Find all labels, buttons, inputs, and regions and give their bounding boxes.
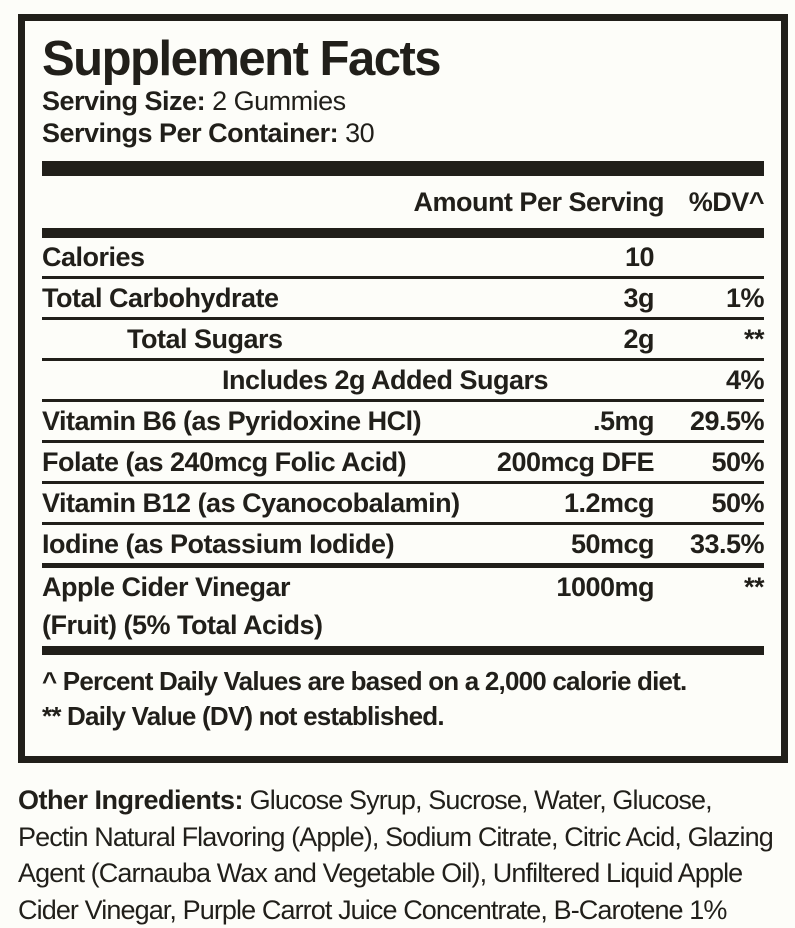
nutrient-row-total-carbohydrate [42,279,764,320]
nutrient-name: Apple Cider Vinegar [42,572,291,602]
nutrient-dv: 50% [711,447,764,477]
nutrient-name: Vitamin B12 (as Cyanocobalamin) [42,488,460,518]
nutrient-row-apple-cider-vinegar [42,568,764,644]
nutrient-name-line2: (Fruit) (5% Total Acids) [42,610,323,640]
divider-footnote [42,646,764,655]
nutrient-amount: 10 [624,242,654,272]
nutrient-dv: ** [743,324,764,354]
footnote-daily-values: ^ Percent Daily Values are based on a 2,000 calorie diet. [42,666,687,696]
servings-per-container-label: Servings Per Container: [42,118,339,148]
nutrient-name: Iodine (as Potassium Iodide) [42,529,395,559]
nutrient-row-iodine [42,525,764,568]
other-ingredients [18,782,783,928]
column-header-row [42,176,764,228]
nutrient-row-calories [42,238,764,279]
other-ingredients-text: Glucose Syrup, Sucrose, Water, Glucose, Pectin Natural Flavoring (Apple), Sodium Citrate, Citric Acid, Glazing Agent (Carnauba Wax and Vegetable Oil), Unfiltered Liquid Apple Cider Vinegar, Purple Carrot Juice Concentrate, B-Carotene 1% [18,785,773,925]
divider-thick-top [42,161,764,176]
nutrient-dv: 1% [725,283,764,313]
nutrient-name: Includes 2g Added Sugars [222,365,549,395]
divider-header [42,228,764,238]
footnote-dv-not-established: ** Daily Value (DV) not established. [42,701,444,731]
supplement-facts-panel [18,14,788,763]
nutrient-dv: 29.5% [689,406,764,436]
nutrient-name: Calories [42,242,145,272]
nutrient-amount: 1.2mcg [563,488,654,518]
percent-dv-header: %DV^ [688,187,764,217]
serving-size-value: 2 Gummies [212,86,346,116]
servings-per-container-value: 30 [345,118,375,148]
nutrient-amount: 200mcg DFE [496,447,654,477]
nutrient-row-vitamin-b6 [42,402,764,443]
nutrient-amount: 2g [623,324,654,354]
nutrient-row-vitamin-b12 [42,484,764,525]
amount-per-serving-header: Amount Per Serving [413,187,664,217]
nutrient-name: Total Carbohydrate [42,283,279,313]
serving-size-line [42,85,764,117]
serving-size-label: Serving Size: [42,86,206,116]
nutrient-dv: 4% [725,365,764,395]
nutrient-row-folate [42,443,764,484]
nutrient-amount: 1000mg [556,572,654,602]
nutrient-dv: ** [743,572,764,602]
other-ingredients-label: Other Ingredients: [18,785,244,815]
nutrient-row-total-sugars [42,320,764,361]
footnotes [42,664,764,734]
nutrient-dv: 33.5% [689,529,764,559]
panel-title: Supplement Facts [42,32,441,86]
nutrient-amount: 50mcg [570,529,654,559]
servings-per-container-line [42,117,764,149]
nutrient-name: Folate (as 240mcg Folic Acid) [42,447,407,477]
nutrient-name: Vitamin B6 (as Pyridoxine HCl) [42,406,422,436]
nutrient-amount: 3g [623,283,654,313]
nutrient-name: Total Sugars [127,324,283,354]
nutrient-dv: 50% [711,488,764,518]
nutrient-amount: .5mg [592,406,654,436]
nutrient-row-added-sugars [42,361,764,402]
